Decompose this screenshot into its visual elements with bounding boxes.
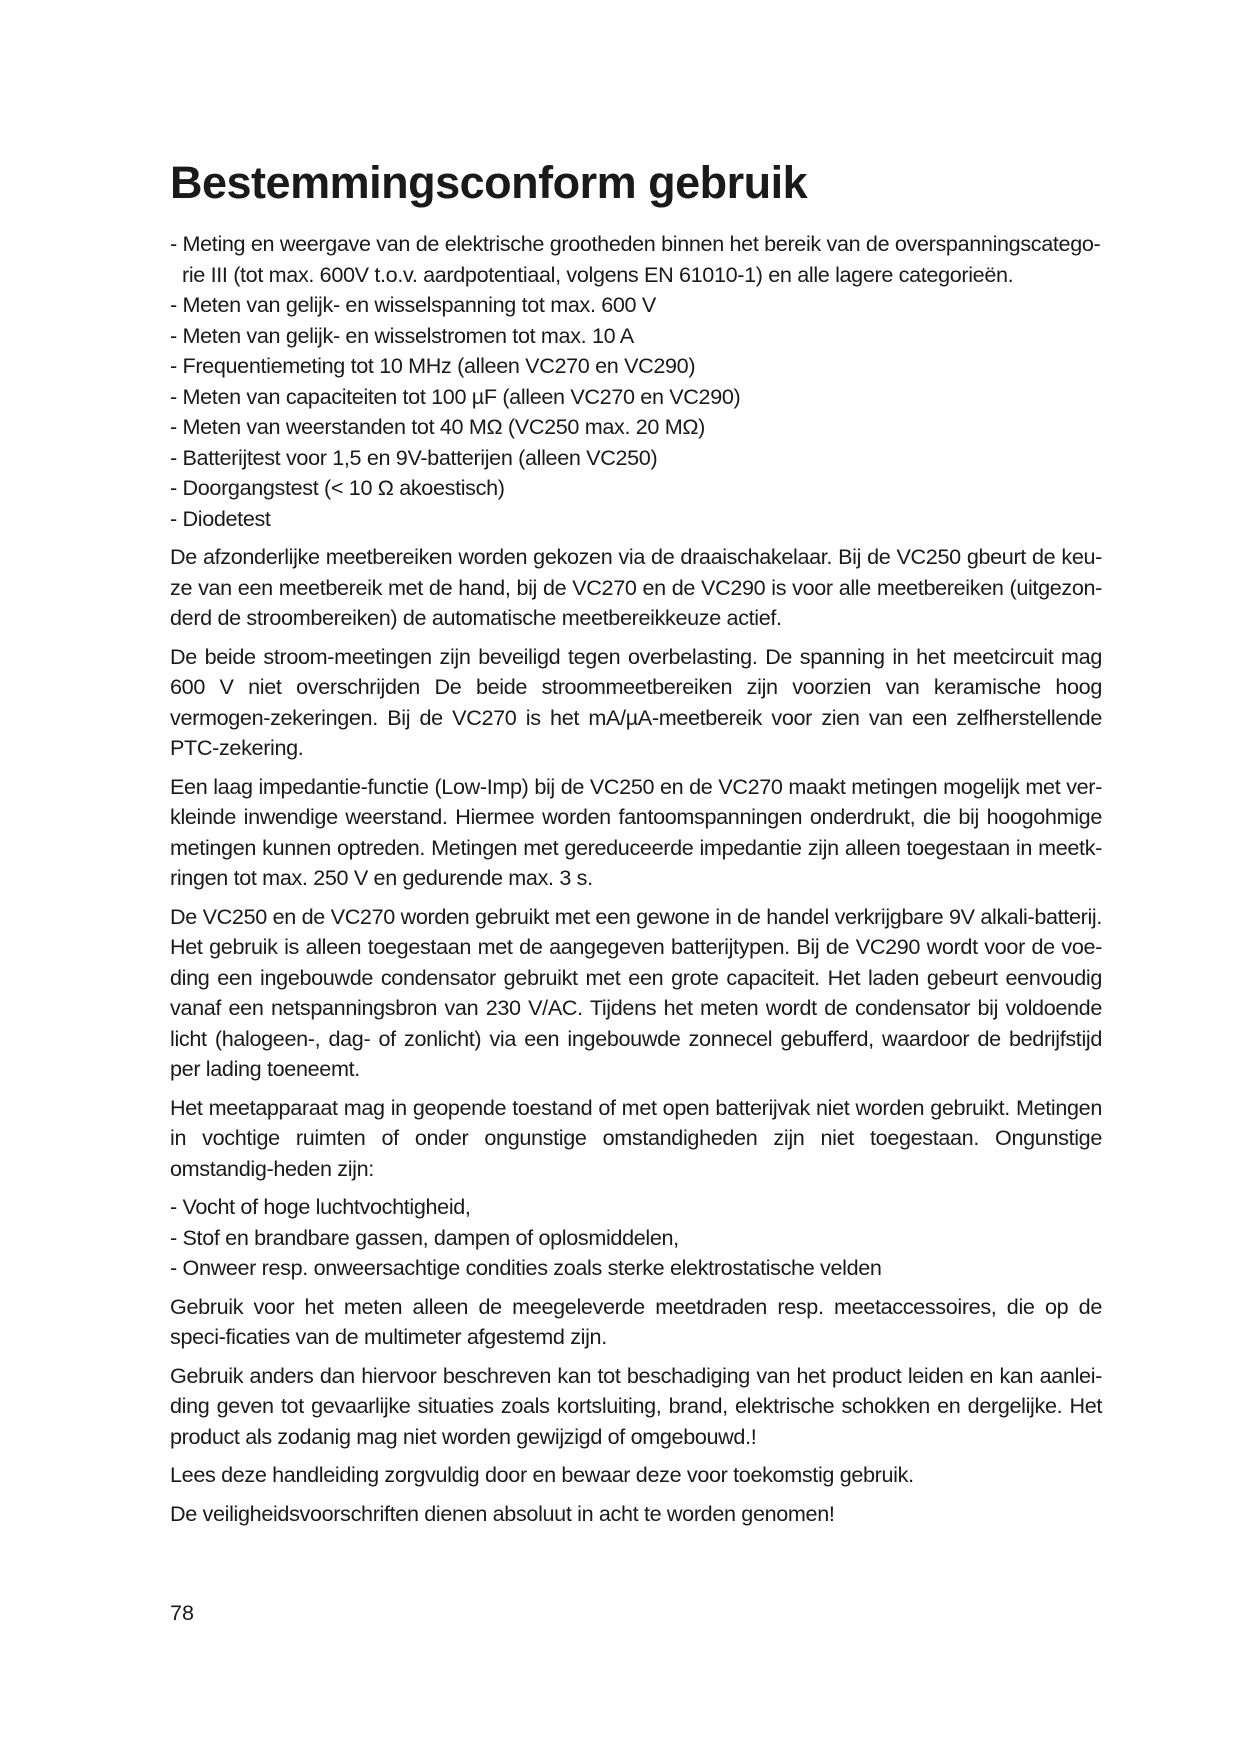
paragraph: De beide stroom-meetingen zijn beveiligd tegen overbelasting. De spanning in het meetcircuit mag 600 V niet overschrijden De beide stroommeetbereiken zijn voorzien van keramische hoog vermogen-zekeringen. Bij de VC270 is het mA/µA-meetbereik voor zien van een zelfherstellende PTC-zekering. — [170, 643, 1102, 760]
list-item: - Meten van gelijk- en wisselstromen tot max. 10 A — [170, 321, 1102, 352]
paragraph: Lees deze handleiding zorgvuldig door en bewaar deze voor toekomstig gebruik. — [170, 1462, 914, 1487]
list-item: - Doorgangstest (< 10 Ω akoestisch) — [170, 473, 1102, 504]
paragraph: Gebruik voor het meten alleen de meegeleverde meetdraden resp. meetaccessoires, die op de speci-ficaties van de multimeter afgestemd zijn. — [170, 1293, 1102, 1349]
paragraph: De veiligheidsvoorschriften dienen absoluut in acht te worden genomen! — [170, 1500, 835, 1526]
list-item: - Stof en brandbare gassen, dampen of oplosmiddelen, — [170, 1223, 1102, 1254]
page-content — [170, 157, 1102, 1529]
list-item: - Vocht of hoge luchtvochtigheid, — [170, 1192, 1102, 1223]
list-item: - Meten van gelijk- en wisselspanning tot max. 600 V — [170, 290, 1102, 321]
paragraph: Een laag impedantie-functie (Low-Imp) bij de VC250 en de VC270 maakt metingen mogelijk met ver-kleinde inwendige weerstand. Hiermee worden fantoomspanningen onderdrukt, die bij hoogohmige metingen kunnen optreden. Metingen met gereduceerde impedantie zijn alleen toegestaan in meetk-ringen tot max. 250 V en gedurende max. 3 s. — [170, 773, 1102, 890]
paragraph: De afzonderlijke meetbereiken worden gekozen via de draaischakelaar. Bij de VC250 gbeurt de keu-ze van een meetbereik met de hand, bij de VC270 en de VC290 is voor alle meetbereiken (uitgezon-derd de stroombereiken) de automatische meetbereikkeuze actief. — [170, 544, 1102, 630]
list-item: - Meten van weerstanden tot 40 MΩ (VC250 max. 20 MΩ) — [170, 412, 1102, 443]
page-title: Bestemmingsconform gebruik — [170, 157, 808, 208]
usage-list — [170, 229, 1102, 534]
paragraph: Het meetapparaat mag in geopende toestand of met open batterijvak niet worden gebruikt. Metingen in vochtige ruimten of onder ongunstige omstandigheden zijn niet toegestaan. Ongunstige omstandig-heden zijn: — [170, 1094, 1102, 1181]
list-item: - Frequentiemeting tot 10 MHz (alleen VC270 en VC290) — [170, 351, 1102, 382]
page-number: 78 — [170, 1600, 195, 1625]
paragraph: Gebruik anders dan hiervoor beschreven kan tot beschadiging van het product leiden en kan aanlei-ding geven tot gevaarlijke situaties zoals kortsluiting, brand, elektrische schokken en dergelijke. Het product als zodanig mag niet worden gewijzigd of omgebouwd.! — [170, 1362, 1102, 1449]
list-item: - Batterijtest voor 1,5 en 9V-batterijen (alleen VC250) — [170, 443, 1102, 474]
list-item: - Diodetest — [170, 504, 1102, 535]
conditions-list — [170, 1192, 1102, 1284]
paragraph: De VC250 en de VC270 worden gebruikt met een gewone in de handel verkrijgbare 9V alkali-batterij. Het gebruik is alleen toegestaan met de aangegeven batterijtypen. Bij de VC290 wordt voor de voe-ding een ingebouwde condensator gebruikt met een grote capaciteit. Het laden gebeurt eenvoudig vanaf een netspanningsbron van 230 V/AC. Tijdens het meten wordt de condensator bij voldoende licht (halogeen-, dag- of zonlicht) via een ingebouwde zonnecel gebufferd, waardoor de bedrijfstijd per lading toeneemt. — [170, 903, 1102, 1081]
list-item: - Meten van capaciteiten tot 100 µF (alleen VC270 en VC290) — [170, 382, 1102, 413]
list-item: - Onweer resp. onweersachtige condities zoals sterke elektrostatische velden — [170, 1253, 1102, 1284]
list-item: - Meting en weergave van de elektrische grootheden binnen het bereik van de overspanningscatego-rie III (tot max. 600V t.o.v. aardpotentiaal, volgens EN 61010-1) en alle lagere categorieën. — [170, 229, 1102, 290]
